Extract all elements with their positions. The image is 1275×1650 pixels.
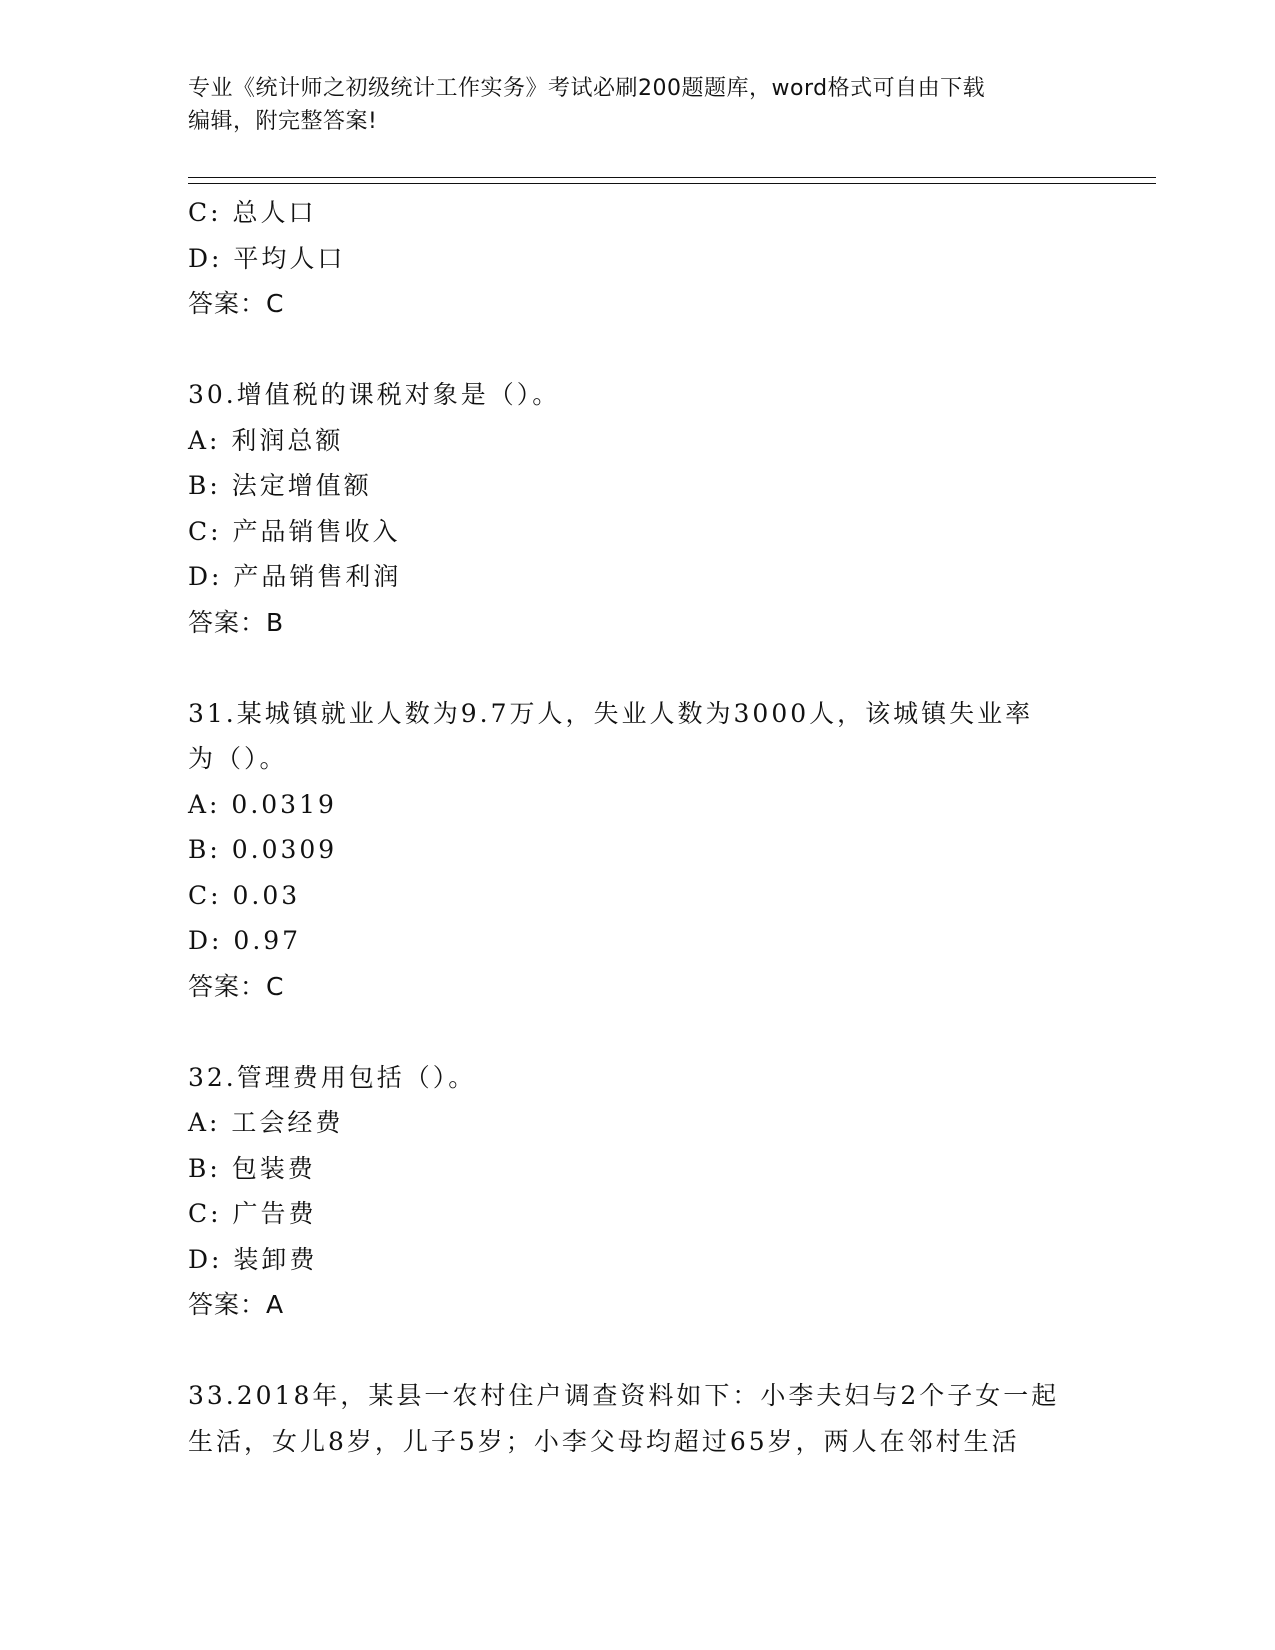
option-d: D: 装卸费 — [188, 1244, 318, 1274]
option-b: B: 0.0309 — [188, 835, 338, 864]
page-header — [188, 72, 1088, 138]
option-a: A: 工会经费 — [188, 1108, 344, 1137]
answer-line: 答案：A — [188, 1290, 285, 1319]
option-d: D: 0.97 — [188, 926, 302, 955]
option-c: C: 总人口 — [188, 198, 317, 227]
question-32 — [188, 1055, 1088, 1328]
question-stem-line-2: 生活，女儿8岁，儿子5岁；小李父母均超过65岁，两人在邻村生活 — [188, 1426, 1020, 1456]
spacer — [188, 645, 1088, 691]
spacer — [188, 1009, 1088, 1055]
question-stem: 32.管理费用包括（）。 — [188, 1062, 477, 1092]
answer-line: 答案：B — [188, 607, 285, 637]
spacer — [188, 327, 1088, 373]
question-content — [188, 190, 1088, 1464]
answer-line: 答案：C — [188, 971, 285, 1001]
option-c: C: 0.03 — [188, 880, 301, 910]
header-line-2: 编辑，附完整答案! — [188, 109, 378, 134]
option-c: C: 广告费 — [188, 1199, 317, 1228]
option-d: D: 产品销售利润 — [188, 562, 402, 591]
header-divider-bottom — [188, 183, 1156, 184]
option-c: C: 产品销售收入 — [188, 516, 401, 546]
option-b: B: 包装费 — [188, 1153, 316, 1183]
question-31 — [188, 691, 1088, 1010]
option-a: A: 0.0319 — [188, 789, 337, 819]
question-30 — [188, 372, 1088, 645]
spacer — [188, 1328, 1088, 1374]
question-stem-line-2: 为（）。 — [188, 744, 288, 773]
option-a: A: 利润总额 — [188, 425, 344, 455]
question-stem: 30.增值税的课税对象是（）。 — [188, 380, 561, 409]
question-stem-line-1: 33.2018年，某县一农村住户调查资料如下：小李夫妇与2个子女一起 — [188, 1381, 1060, 1410]
option-d: D: 平均人口 — [188, 243, 346, 273]
question-stem-line-1: 31.某城镇就业人数为9.7万人，失业人数为3000人，该城镇失业率 — [188, 698, 1034, 728]
header-divider-top — [188, 177, 1156, 178]
answer-line: 答案：C — [188, 289, 285, 318]
question-33 — [188, 1373, 1088, 1464]
header-line-1: 专业《统计师之初级统计工作实务》考试必刷200题题库，word格式可自由下载 — [188, 76, 986, 101]
option-b: B: 法定增值额 — [188, 471, 372, 500]
